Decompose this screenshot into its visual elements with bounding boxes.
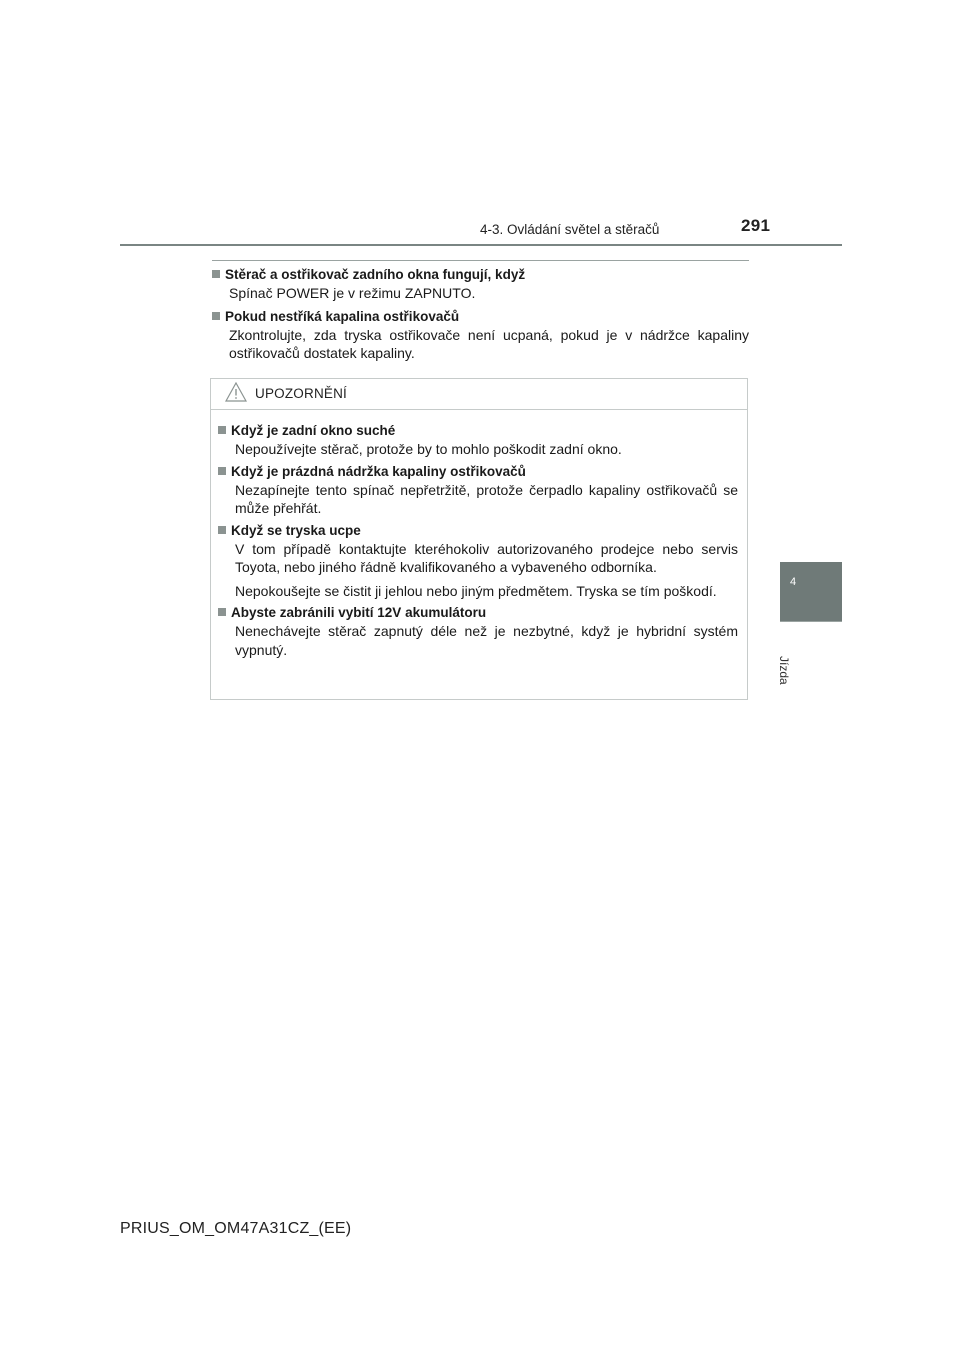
- warning-content: [211, 410, 747, 659]
- section-heading-text: Pokud nestříká kapalina ostřikovačů: [225, 308, 460, 324]
- warning-triangle-icon: [225, 382, 247, 402]
- square-bullet-icon: [212, 270, 220, 278]
- chapter-tab-rule: [780, 621, 842, 622]
- section-heading: [218, 522, 738, 540]
- section-heading: [212, 266, 749, 284]
- section-heading: [212, 308, 749, 326]
- section-body: V tom případě kontaktujte kteréhokoliv autorizovaného prodejce nebo servis Toyota, nebo jiného řádně kvalifikovaného a vybaveného odborníka.: [235, 540, 738, 575]
- warning-header: [211, 379, 747, 410]
- section-rear-wiper-operation: [212, 266, 749, 303]
- section-body: Nezapínejte tento spínač nepřetržitě, protože čerpadlo kapaliny ostřikovačů se může přehřát.: [235, 481, 738, 516]
- header-section-title: 4-3. Ovládání světel a stěračů: [480, 222, 660, 237]
- warning-section-empty-tank: [218, 463, 738, 518]
- section-heading: [218, 463, 738, 481]
- square-bullet-icon: [218, 608, 226, 616]
- warning-section-dry-window: [218, 422, 738, 459]
- section-heading-text: Když je zadní okno suché: [231, 423, 396, 438]
- content-top-rule: [212, 260, 749, 261]
- section-heading: [218, 422, 738, 440]
- square-bullet-icon: [212, 312, 220, 320]
- footer-doc-code: PRIUS_OM_OM47A31CZ_(EE): [120, 1220, 352, 1237]
- warning-box: [210, 378, 748, 700]
- section-body: Nenechávejte stěrač zapnutý déle než je nezbytné, když je hybridní systém vypnutý.: [235, 623, 738, 658]
- square-bullet-icon: [218, 467, 226, 475]
- square-bullet-icon: [218, 426, 226, 434]
- page-number: 291: [741, 216, 771, 235]
- section-body: Nepoužívejte stěrač, protože by to mohlo poškodit zadní okno.: [235, 441, 622, 457]
- chapter-tab-number: 4: [790, 576, 797, 588]
- warning-title: UPOZORNĚNÍ: [255, 386, 348, 401]
- section-heading-text: Když je prázdná nádržka kapaliny ostřikovačů: [231, 463, 526, 479]
- main-content: [212, 266, 749, 368]
- section-body: Spínač POWER je v režimu ZAPNUTO.: [229, 285, 476, 301]
- section-heading-text: Když se tryska ucpe: [231, 522, 361, 538]
- section-heading-text: Stěrač a ostřikovač zadního okna fungují, když: [225, 267, 526, 282]
- section-body: Zkontrolujte, zda tryska ostřikovače není ucpaná, pokud je v nádržce kapaliny ostřikovačů dostatek kapaliny.: [229, 326, 749, 361]
- chapter-tab-label: Jízda: [777, 656, 791, 685]
- warning-section-battery-discharge: [218, 604, 738, 659]
- section-body: Nepokoušejte se čistit ji jehlou nebo jiným předmětem. Tryska se tím poškodí.: [235, 582, 717, 599]
- square-bullet-icon: [218, 526, 226, 534]
- warning-section-nozzle-clogged: [218, 522, 738, 601]
- chapter-tab: [780, 562, 842, 621]
- section-washer-not-spraying: [212, 308, 749, 363]
- section-heading-text: Abyste zabránili vybití 12V akumulátoru: [231, 605, 487, 620]
- section-heading: [218, 604, 738, 622]
- header-rule: [120, 244, 842, 246]
